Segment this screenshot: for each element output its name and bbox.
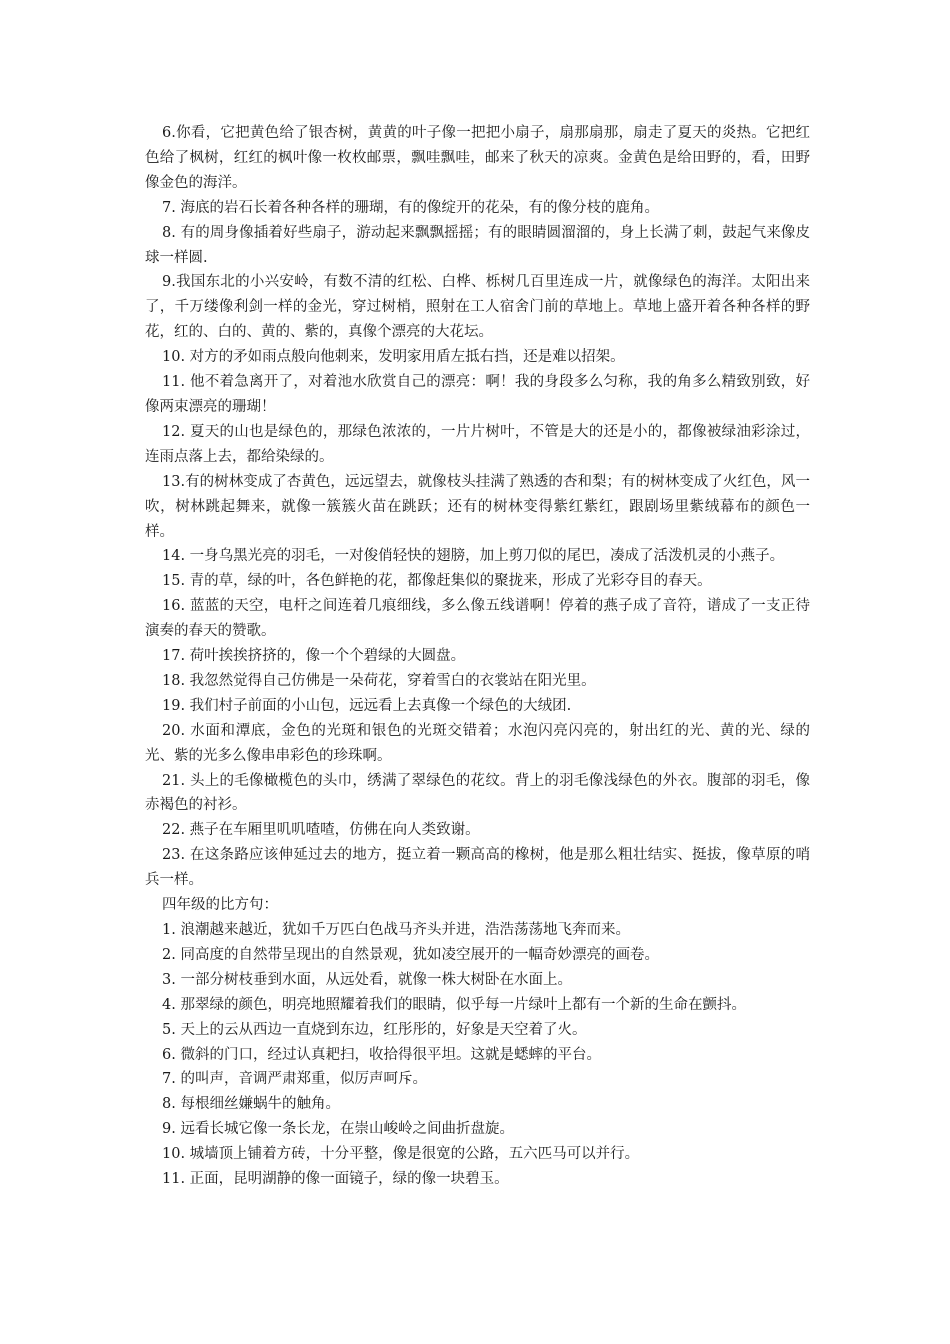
- paragraph-20: 20. 水面和潭底，金色的光斑和银色的光斑交错着；水泡闪亮闪亮的，射出红的光、黄的光、绿的光、紫的光多么像串串彩色的珍珠啊。: [145, 722, 810, 764]
- paragraph-18: 18. 我忽然觉得自己仿佛是一朵荷花，穿着雪白的衣裳站在阳光里。: [162, 672, 596, 689]
- grade4-item-4: 4. 那翠绿的颜色，明亮地照耀着我们的眼睛，似乎每一片绿叶上都有一个新的生命在颤抖。: [162, 996, 746, 1013]
- paragraph-17: 17. 荷叶挨挨挤挤的，像一个个碧绿的大圆盘。: [162, 648, 466, 665]
- paragraph-9: 9.我国东北的小兴安岭，有数不清的红松、白桦、栎树几百里连成一片，就像绿色的海洋。太阳出来了，千万缕像利剑一样的金光，穿过树梢，照射在工人宿舍门前的草地上。草地上盛开着各种各样的野花，红的、白的、黄的、紫的，真像个漂亮的大花坛。: [145, 274, 810, 341]
- grade4-item-9: 9. 远看长城它像一条长龙，在崇山峻岭之间曲折盘旋。: [162, 1121, 514, 1138]
- paragraph-11: 11. 他不着急离开了，对着池水欣赏自己的漂亮：啊！我的身段多么匀称，我的角多么精致别致，好像两束漂亮的珊瑚！: [145, 374, 810, 415]
- paragraph-6: 6.你看，它把黄色给了银杏树，黄黄的叶子像一把把小扇子，扇那扇那，扇走了夏天的炎热。它把红色给了枫树，红红的枫叶像一枚枚邮票，飘哇飘哇，邮来了秋天的凉爽。金黄色是给田野的，看，田野像金色的海洋。: [145, 125, 810, 191]
- grade4-item-8: 8. 每根细丝嫌蜗牛的触角。: [162, 1096, 340, 1113]
- grade4-item-1: 1. 浪潮越来越近，犹如千万匹白色战马齐头并进，浩浩荡荡地飞奔而来。: [162, 922, 630, 938]
- paragraph-16: 16. 蓝蓝的天空，电杆之间连着几痕细线，多么像五线谱啊！停着的燕子成了音符，谱成了一支正待演奏的春天的赞歌。: [145, 598, 810, 640]
- grade4-item-6: 6. 微斜的门口，经过认真耙扫，收拾得很平坦。这就是蟋蟀的平台。: [162, 1046, 601, 1063]
- paragraph-22: 22. 燕子在车厢里叽叽喳喳，仿佛在向人类致谢。: [162, 822, 480, 839]
- paragraph-7: 7. 海底的岩石长着各种各样的珊瑚，有的像绽开的花朵，有的像分枝的鹿角。: [162, 199, 659, 216]
- grade4-item-3: 3. 一部分树枝垂到水面，从远处看，就像一株大树卧在水面上。: [162, 971, 572, 988]
- paragraph-12: 12. 夏天的山也是绿色的，那绿色浓浓的，一片片树叶，不管是大的还是小的，都像被绿油彩涂过，连雨点落上去，都给染绿的。: [145, 423, 810, 465]
- grade4-item-5: 5. 天上的云从西边一直烧到东边，红彤彤的，好象是天空着了火。: [162, 1021, 587, 1038]
- grade4-item-10: 10. 城墙顶上铺着方砖，十分平整，像是很宽的公路，五六匹马可以并行。: [162, 1146, 640, 1163]
- paragraph-13: 13.有的树林变成了杏黄色，远远望去，就像枝头挂满了熟透的杏和梨；有的树林变成了火红色，风一吹，树林跳起舞来，就像一簇簇火苗在跳跃；还有的树林变得紫红紫红，跟剧场里紫绒幕布的颜色一样。: [145, 473, 810, 540]
- paragraph-19: 19. 我们村子前面的小山包，远远看上去真像一个绿色的大绒团.: [162, 697, 572, 714]
- paragraph-15: 15. 青的草，绿的叶，各色鲜艳的花，都像赶集似的聚拢来，形成了光彩夺目的春天。: [162, 573, 712, 590]
- document-body: [145, 121, 810, 1192]
- grade4-item-11: 11. 正面，昆明湖静的像一面镜子，绿的像一块碧玉。: [162, 1171, 509, 1188]
- grade4-item-2: 2. 同高度的自然带呈现出的自然景观，犹如凌空展开的一幅奇妙漂亮的画卷。: [162, 946, 659, 963]
- grade4-item-7: 7. 的叫声，音调严肃郑重，似厉声呵斥。: [162, 1071, 427, 1088]
- paragraph-10: 10. 对方的矛如雨点般向他刺来，发明家用盾左抵右挡，还是难以招架。: [162, 349, 625, 366]
- paragraph-14: 14. 一身乌黑光亮的羽毛，一对俊俏轻快的翅膀，加上剪刀似的尾巴，凑成了活泼机灵的小燕子。: [162, 548, 785, 565]
- paragraph-23: 23. 在这条路应该伸延过去的地方，挺立着一颗高高的橡树，他是那么粗壮结实、挺拔，像草原的哨兵一样。: [145, 847, 810, 889]
- section-heading: 四年级的比方句：: [162, 897, 278, 914]
- paragraph-21: 21. 头上的毛像橄榄色的头巾，绣满了翠绿色的花纹。背上的羽毛像浅绿色的外衣。腹部的羽毛，像赤褐色的衬衫。: [145, 772, 810, 814]
- paragraph-8: 8. 有的周身像插着好些扇子，游动起来飘飘摇摇；有的眼睛圆溜溜的，身上长满了刺，鼓起气来像皮球一样圆.: [145, 224, 810, 266]
